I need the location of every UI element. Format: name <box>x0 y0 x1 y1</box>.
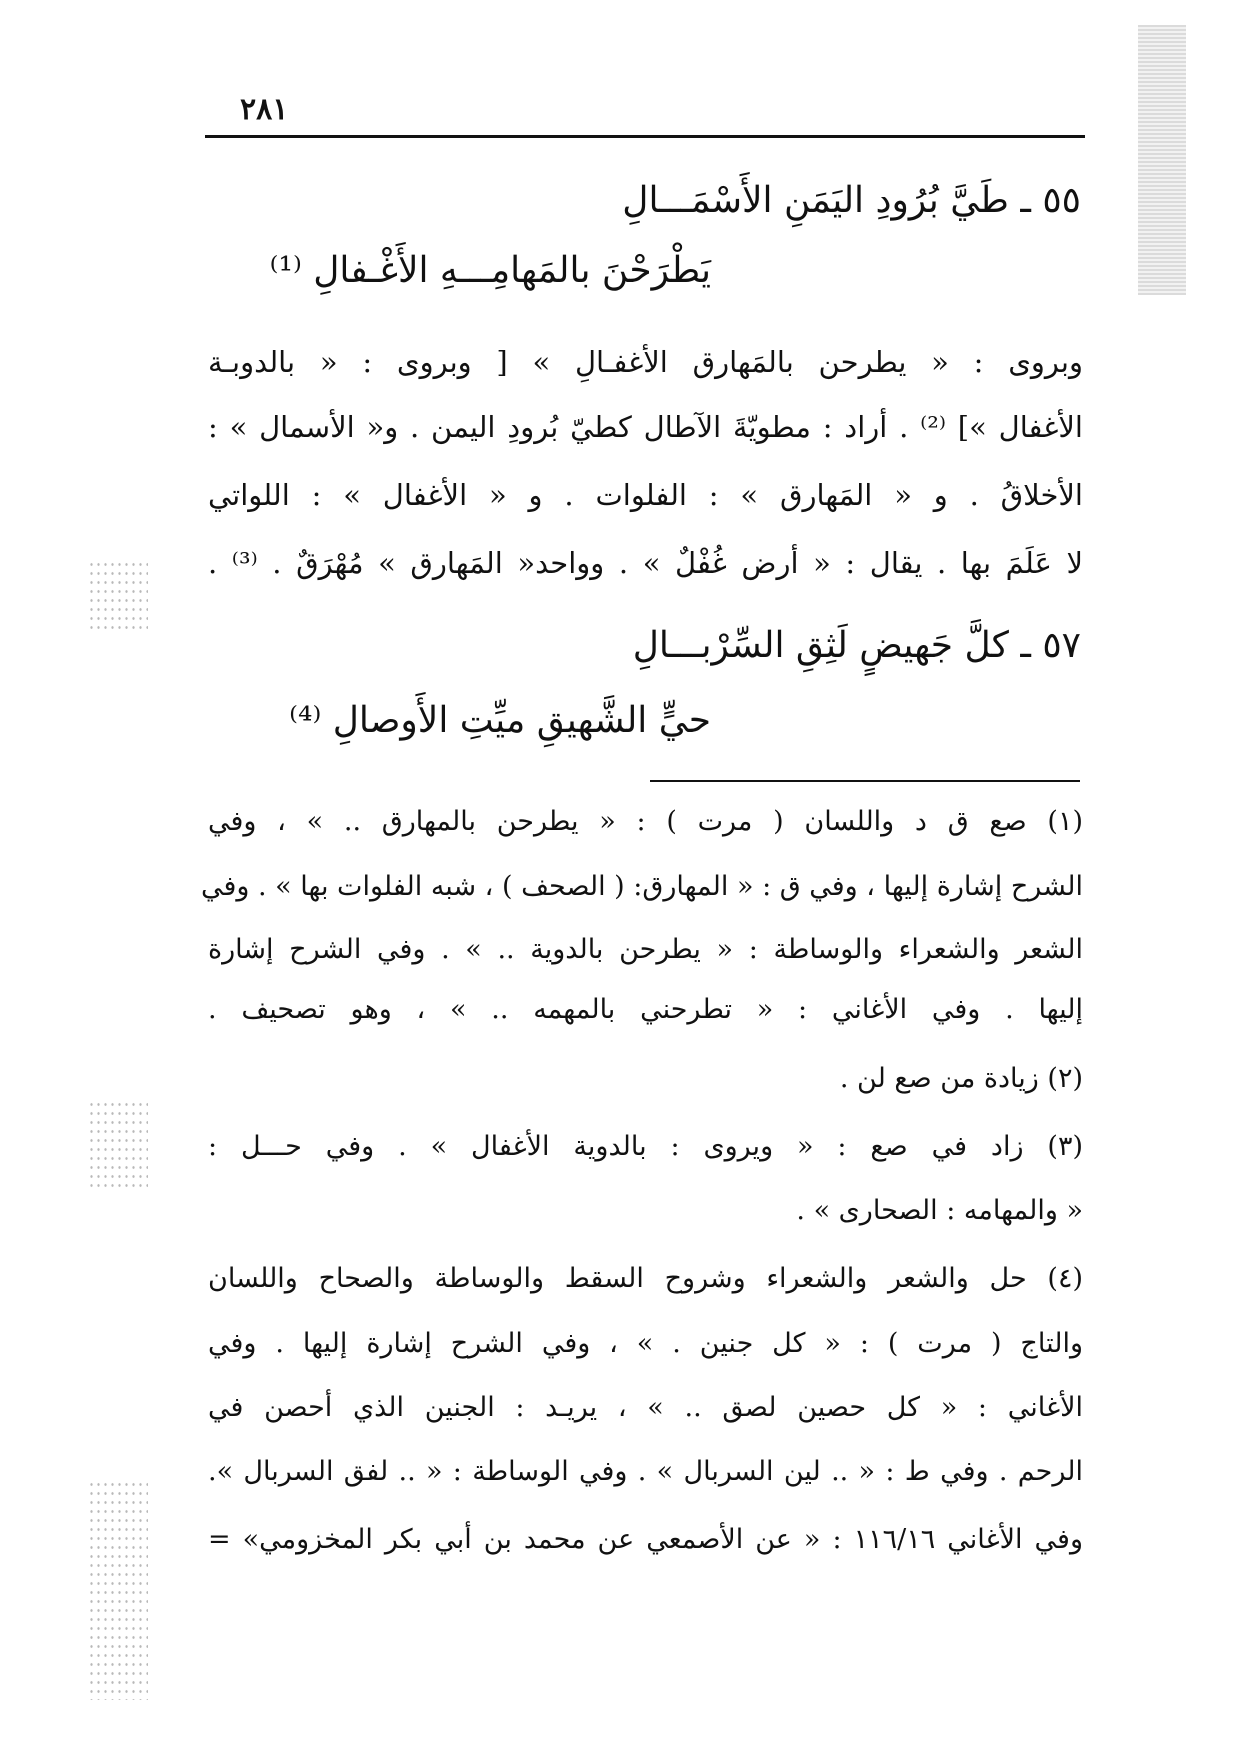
commentary-line: الأغفال »] ⁽²⁾ . أراد : مطويّةَ الآطال كطيّ بُرودِ اليمن . و« الأسمال » : <box>208 410 1083 444</box>
footnote-line: والتاج ( مرت ) : « كل جنين . » ، وفي الشرح إشارة إليها . وفي <box>208 1328 1083 1359</box>
scan-speckle-upper <box>88 560 148 630</box>
footnote-line: (٤) حل والشعر والشعراء وشروح السقط والوساطة والصحاح واللسان <box>208 1263 1083 1294</box>
verse-line: حيٍّ الشَّهيقِ ميِّتِ الأَوصالِ ⁽⁴⁾ <box>289 700 711 741</box>
footnote-line: الرحم . وفي ط : « .. لين السربال » . وفي الوساطة : « .. لفق السربال ». <box>208 1456 1083 1487</box>
header-rule <box>205 135 1085 138</box>
footnote-line: وفي الأغاني ١١٦/١٦ : « عن الأصمعي عن محمد بن أبي بكر المخزومي» = <box>208 1524 1083 1555</box>
footnote-line: (٢) زيادة من صع لن . <box>839 1063 1083 1094</box>
footnote-line: الشعر والشعراء والوساطة : « يطرحن بالدوية .. » . وفي الشرح إشارة <box>208 934 1083 965</box>
verse-line: يَطْرَحْنَ بالمَهامِـــهِ الأَغْـفالِ ⁽¹⁾ <box>269 250 711 291</box>
footnote-line: الشرح إشارة إليها ، وفي ق : « المهارق: ( الصحف ) ، شبه الفلوات بها » . وفي <box>200 871 1083 902</box>
footnote-divider <box>650 780 1080 782</box>
verse-line: ٥٧ ـ كلَّ جَهيضٍ لَثِقِ السِّرْبـــالِ <box>632 625 1081 666</box>
scan-speckle-lower <box>88 1480 148 1700</box>
commentary-line: الأخلاقُ . و « المَهارق » : الفلوات . و « الأغفال » : اللواتي <box>208 478 1083 512</box>
commentary-line: وبروى : « يطرحن بالمَهارق الأغفـالِ » [ وبروى : « بالدوبـة <box>208 345 1083 379</box>
page-number: ٢٨١ <box>240 92 289 127</box>
page-edge-shading <box>1138 25 1186 295</box>
footnote-line: الأغاني : « كل حصين لصق .. » ، يريـد : الجنين الذي أحصن في <box>208 1392 1083 1423</box>
footnote-line: « والمهامه : الصحارى » . <box>796 1195 1083 1226</box>
commentary-line: لا عَلَمَ بها . يقال : « أرض غُفْلٌ » . وواحد« المَهارق » مُهْرَقٌ . ⁽³⁾ . <box>208 546 1083 580</box>
scan-speckle-middle <box>88 1100 148 1190</box>
footnote-line: (٣) زاد في صع : « ويروى : بالدوية الأغفال » . وفي حـــل : <box>208 1131 1083 1162</box>
footnote-line: (١) صع ق د واللسان ( مرت ) : « يطرحن بالمهارق .. » ، وفي <box>208 806 1083 837</box>
footnote-line: إليها . وفي الأغاني : « تطرحني بالمهمه .. » ، وهو تصحيف . <box>208 994 1083 1025</box>
verse-line: ٥٥ ـ طَيَّ بُرُودِ اليَمَنِ الأَسْمَـــالِ <box>622 180 1081 221</box>
